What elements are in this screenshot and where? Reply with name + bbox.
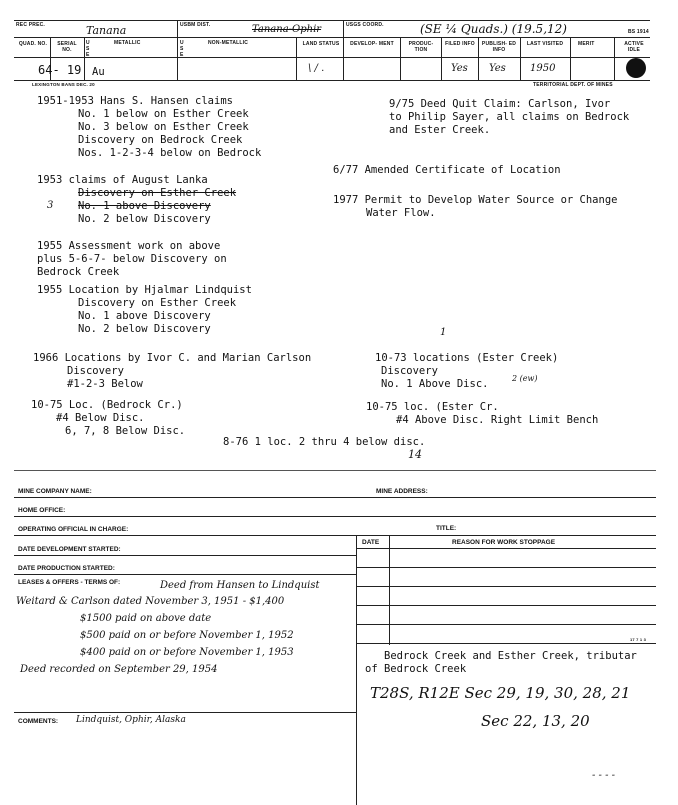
entry-line: 1953 claims of August Lanka: [37, 174, 208, 186]
filed-info-value: Yes: [451, 63, 468, 74]
filed-info-label: FILED INFO: [445, 41, 475, 47]
non-metallic-label: NON-METALLIC: [208, 40, 249, 46]
active-idle-label: ACTIVE IDLE: [624, 41, 644, 53]
title-label: TITLE:: [436, 525, 457, 532]
publish-info-value: Yes: [489, 63, 506, 74]
annotation-mark: 14: [408, 448, 422, 461]
entry-line: No. 2 below Discovery: [78, 213, 211, 225]
development-label: DEVELOP- MENT: [350, 41, 394, 47]
metallic-label: METALLIC: [114, 40, 141, 46]
entry-line: No. 3 below on Esther Creek: [78, 121, 249, 133]
entry-line: 1955 Assessment work on above: [37, 240, 221, 252]
entry-line: Bedrock Creek: [37, 266, 120, 278]
entry-line: Discovery on Esther Creek: [78, 297, 237, 309]
publish-info-label: PUBLISH- ED INFO: [481, 41, 517, 53]
lease-line: Deed from Hansen to Lindquist: [160, 580, 320, 591]
entry-line: 10-75 loc. (Ester Cr.: [366, 401, 499, 413]
box-code: 17 7 1 3: [630, 637, 647, 642]
operating-official-label: OPERATING OFFICIAL IN CHARGE:: [18, 526, 129, 533]
leases-label: LEASES & OFFERS - TERMS OF:: [18, 579, 121, 586]
location-typed: Bedrock Creek and Esther Creek, tributar: [384, 650, 637, 662]
entry-line: #4 Above Disc. Right Limit Bench: [396, 414, 599, 426]
last-visited-value: 1950: [530, 63, 556, 74]
entry-line: 1966 Locations by Ivor C. and Marian Carlson: [33, 352, 312, 364]
land-status-value: \ / .: [308, 63, 325, 74]
comments-value: Lindquist, Ophir, Alaska: [76, 715, 186, 725]
mine-company-name-label: MINE COMPANY NAME:: [18, 488, 92, 495]
entry-line: Discovery on Bedrock Creek: [78, 134, 243, 146]
comments-label: COMMENTS:: [18, 718, 59, 725]
lease-line: Deed recorded on September 29, 1954: [20, 664, 218, 675]
home-office-label: HOME OFFICE:: [18, 507, 66, 514]
rec-prec-value: Tanana: [86, 24, 127, 37]
serial-no-label: SERIAL NO.: [57, 41, 77, 53]
metallic-letters: U S E: [86, 40, 90, 58]
active-dot-icon: [626, 58, 646, 78]
entry-line: 1951-1953 Hans S. Hansen claims: [37, 95, 233, 107]
entry-line: No. 1 above Discovery: [78, 310, 211, 322]
annotation-mark: 1: [440, 327, 447, 338]
entry-line: #4 Below Disc.: [56, 412, 145, 424]
lease-line: Weitard & Carlson dated November 3, 1951 - $1,400: [16, 596, 285, 607]
location-handwritten: T28S, R12E Sec 29, 19, 30, 28, 21: [370, 684, 631, 702]
production-label: PRODUC- TION: [408, 41, 434, 53]
land-status-label: LAND STATUS: [302, 41, 340, 47]
usbm-dist-value: Tanana-Ophir: [252, 24, 322, 35]
date-production-label: DATE PRODUCTION STARTED:: [18, 565, 115, 572]
lease-line: $1500 paid on above date: [80, 613, 212, 624]
entry-line: 10-73 locations (Ester Creek): [375, 352, 559, 364]
entry-line: Water Flow.: [366, 207, 436, 219]
entry-line: Discovery: [381, 365, 438, 377]
entry-line: plus 5-6-7- below Discovery on: [37, 253, 227, 265]
date-development-label: DATE DEVELOPMENT STARTED:: [18, 546, 121, 553]
entry-line: No. 1 below on Esther Creek: [78, 108, 249, 120]
entry-line: No. 2 below Discovery: [78, 323, 211, 335]
nonmetallic-letters: U S E: [180, 40, 184, 58]
metallic-value: Au: [92, 66, 105, 78]
lease-line: $500 paid on or before November 1, 1952: [80, 630, 294, 641]
separator: [14, 470, 656, 471]
entry-line: 8-76 1 loc. 2 thru 4 below disc.: [223, 436, 426, 448]
quad-no-label: QUAD. NO.: [18, 41, 48, 47]
usgs-coord-label: USGS COORD.: [346, 22, 384, 28]
entry-line: 6, 7, 8 Below Disc.: [65, 425, 186, 437]
entry-line: and Ester Creek.: [389, 124, 491, 136]
footer-left-label: LEXINGTON BANS DEC. 20: [32, 82, 95, 87]
annotation-mark: 3: [47, 200, 54, 211]
annotation-mark: 2 (ew): [512, 374, 538, 383]
usbm-dist-label: USBM DIST.: [180, 22, 211, 28]
form-number: BS 1914: [628, 29, 649, 35]
entry-line: #1-2-3 Below: [67, 378, 143, 390]
date-column-header: DATE: [362, 539, 380, 546]
usgs-coord-value: (SE ¼ Quads.) (19.5,12): [420, 22, 567, 36]
entry-line: 10-75 Loc. (Bedrock Cr.): [31, 399, 183, 411]
entry-line: 9/75 Deed Quit Claim: Carlson, Ivor: [389, 98, 611, 110]
footer-right-label: TERRITORIAL DEPT. OF MINES: [533, 82, 613, 88]
entry-line: 6/77 Amended Certificate of Location: [333, 164, 561, 176]
entry-line: Discovery on Esther Creek: [78, 187, 237, 199]
entry-line: 1977 Permit to Develop Water Source or Change: [333, 194, 618, 206]
entry-line: 1955 Location by Hjalmar Lindquist: [37, 284, 252, 296]
entry-line: No. 1 Above Disc.: [381, 378, 489, 390]
merit-label: MERIT: [578, 41, 595, 47]
entry-line: No. 1 above Discovery: [78, 200, 211, 212]
quad-serial-value: 64- 19: [38, 63, 82, 77]
location-handwritten: Sec 22, 13, 20: [481, 712, 590, 730]
dash-marks: - - - -: [592, 770, 616, 781]
entry-line: Discovery: [67, 365, 124, 377]
location-typed: of Bedrock Creek: [365, 663, 467, 675]
last-visited-label: LAST VISITED: [526, 41, 564, 47]
entry-line: to Philip Sayer, all claims on Bedrock: [389, 111, 630, 123]
mine-address-label: MINE ADDRESS:: [376, 488, 428, 495]
rec-prec-label: REC PREC.: [16, 22, 46, 28]
lease-line: $400 paid on or before November 1, 1953: [80, 647, 294, 658]
entry-line: Nos. 1-2-3-4 below on Bedrock: [78, 147, 262, 159]
reason-column-header: REASON FOR WORK STOPPAGE: [452, 539, 556, 546]
